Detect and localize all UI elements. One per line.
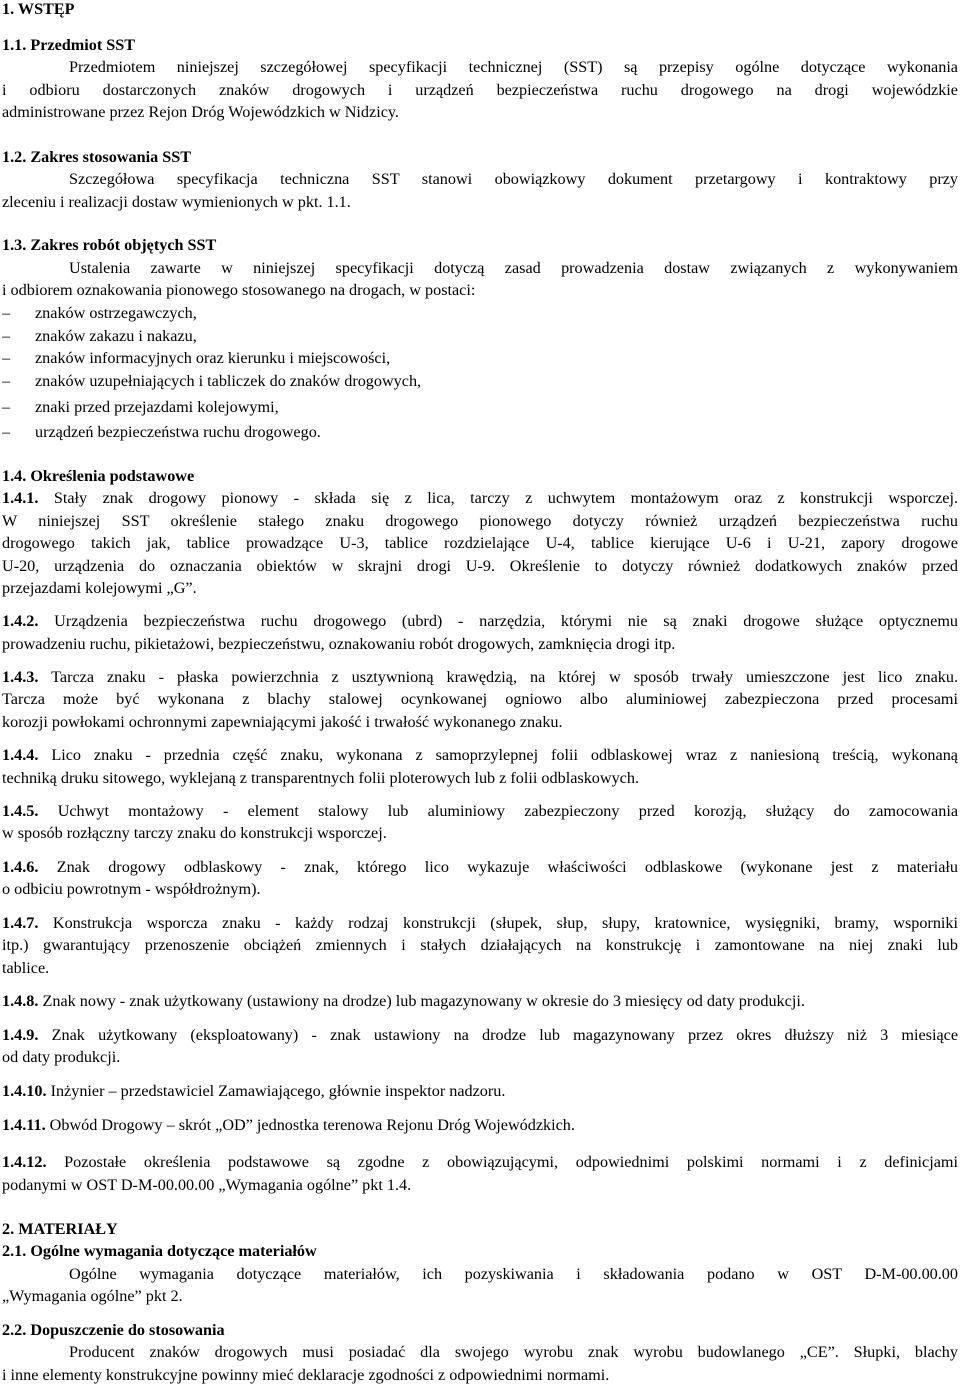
paragraph-line: i odbioru dostarczonych znaków drogowych i urządzeń bezpieczeństwa ruchu drogowego na drogi wojewódzkie — [2, 81, 958, 99]
paragraph-line: Przedmiotem niniejszej szczegółowej specyfikacji technicznej (SST) są przepisy ogólne dotyczące wykonania — [69, 58, 958, 76]
definition-line: 1.4.7. Konstrukcja wsporcza znaku - każdy rodzaj konstrukcji (słupek, słup, słupy, kratownice, wysięgniki, bramy, wsporniki — [2, 914, 959, 932]
subsection-heading: 1.2. Zakres stosowania SST — [2, 148, 192, 166]
paragraph-line: zleceniu i realizacji dostaw wymienionych w pkt. 1.1. — [2, 193, 351, 211]
dash-bullet: – — [2, 349, 11, 367]
definition-line: drogowego takich jak, tablice prowadzące U-3, tablice rozdzielające U-4, tablice kierujące U-6 i U-21, zapory drogowe — [2, 534, 958, 552]
definition-number: 1.4.1. — [2, 489, 39, 507]
definition-line: 1.4.4. Lico znaku - przednia część znaku, wykonana z samoprzylepnej folii odblaskowej wraz z naniesioną treścią, wykonaną — [2, 746, 958, 764]
list-item: – znaki przed przejazdami kolejowymi, — [2, 398, 279, 416]
subsection-heading: 2.2. Dopuszczenie do stosowania — [2, 1321, 225, 1339]
dash-bullet: – — [2, 327, 11, 345]
definition-line: o odbiciu powrotnym - współdrożnym). — [2, 880, 261, 898]
paragraph-line: Ogólne wymagania dotyczące materiałów, ich pozyskiwania i składowania podano w OST D-M-00.00.00 — [69, 1265, 958, 1283]
subsection-heading: 1.4. Określenia podstawowe — [2, 467, 195, 485]
paragraph-line: i inne elementy konstrukcyjne powinny mieć deklaracje zgodności z odpowiednimi normami. — [2, 1366, 610, 1384]
list-item: – znaków ostrzegawczych, — [2, 304, 197, 322]
definition-number: 1.4.5. — [2, 802, 39, 820]
definition-number: 1.4.12. — [2, 1153, 47, 1171]
paragraph-line: administrowane przez Rejon Dróg Wojewódzkich w Nidzicy. — [2, 103, 399, 121]
paragraph-line: Ustalenia zawarte w niniejszej specyfikacji dotyczą zasad prowadzenia dostaw związanych z wykonywaniem — [69, 259, 958, 277]
definition-line: 1.4.8. Znak nowy - znak użytkowany (ustawiony na drodze) lub magazynowany w okresie do 3 miesięcy od daty produkcji. — [2, 992, 805, 1010]
subsection-heading: 2.1. Ogólne wymagania dotyczące materiałów — [2, 1242, 317, 1260]
list-item: – znaków informacyjnych oraz kierunku i miejscowości, — [2, 349, 391, 367]
subsection-heading: 1.3. Zakres robót objętych SST — [2, 236, 217, 254]
definition-line: tablice. — [2, 959, 50, 977]
definition-line: 1.4.1. Stały znak drogowy pionowy - składa się z lica, tarczy z uchwytem montażowym oraz z konstrukcji wsporczej. — [2, 489, 958, 507]
definition-number: 1.4.4. — [2, 746, 39, 764]
subsection-heading: 1.1. Przedmiot SST — [2, 36, 136, 54]
list-item: – znaków zakazu i nakazu, — [2, 327, 197, 345]
paragraph-line: Szczegółowa specyfikacja techniczna SST stanowi obowiązkowy dokument przetargowy i kontraktowy przy — [69, 170, 958, 188]
section-heading: 2. MATERIAŁY — [2, 1220, 118, 1238]
definition-line: od daty produkcji. — [2, 1048, 121, 1066]
definition-line: 1.4.2. Urządzenia bezpieczeństwa ruchu drogowego (ubrd) - narzędzia, którymi nie są znaki drogowe służące optycznemu — [2, 612, 958, 630]
definition-line: 1.4.6. Znak drogowy odblaskowy - znak, którego lico wykazuje właściwości odblaskowe (wykonane jest z materiału — [2, 858, 959, 876]
paragraph-line: Producent znaków drogowych musi posiadać dla swojego wyrobu znak wyrobu budowlanego „CE”. Słupki, blachy — [69, 1343, 958, 1361]
dash-bullet: – — [2, 304, 11, 322]
definition-line: Tarcza może być wykonana z blachy stalowej ocynkowanej ogniowo albo aluminiowej zabezpieczona przed procesami — [2, 690, 958, 708]
definition-line: itp.) gwarantujący przenoszenie obciążeń zmiennych i stałych działających na konstrukcję i zamontowane na niej znaki lub — [2, 936, 958, 954]
definition-line: 1.4.12. Pozostałe określenia podstawowe są zgodne z obowiązującymi, odpowiednimi polskimi normami i z definicjami — [2, 1153, 958, 1171]
definition-number: 1.4.7. — [2, 914, 39, 932]
list-item: – znaków uzupełniających i tabliczek do znaków drogowych, — [2, 372, 422, 390]
definition-line: 1.4.5. Uchwyt montażowy - element stalowy lub aluminiowy zabezpieczony przed korozją, służący do zamocowania — [2, 802, 959, 820]
definition-line: 1.4.3. Tarcza znaku - płaska powierzchnia z usztywnioną krawędzią, na której w sposób trwały umieszczone jest lico znaku. — [2, 668, 958, 686]
definition-number: 1.4.6. — [2, 858, 39, 876]
list-item: – urządzeń bezpieczeństwa ruchu drogowego. — [2, 423, 321, 441]
definition-line: 1.4.10. Inżynier – przedstawiciel Zamawiającego, głównie inspektor nadzoru. — [2, 1082, 506, 1100]
definition-line: U-20, urządzenia do oznaczania obiektów w skrajni drogi U-9. Określenie to dotyczy również dodatkowych znaków przed — [2, 557, 958, 575]
definition-line: W niniejszej SST określenie stałego znaku drogowego pionowego dotyczy również urządzeń bezpieczeństwa ruchu — [2, 512, 958, 530]
definition-line: przejazdami kolejowymi „G”. — [2, 579, 197, 597]
definition-line: 1.4.9. Znak użytkowany (eksploatowany) - znak ustawiony na drodze lub magazynowany przez okres dłuższy niż 3 miesiące — [2, 1026, 958, 1044]
definition-line: w sposób rozłączny tarczy znaku do konstrukcji wsporczej. — [2, 824, 387, 842]
dash-bullet: – — [2, 398, 11, 416]
definition-number: 1.4.11. — [2, 1116, 46, 1134]
paragraph-line: „Wymagania ogólne” pkt 2. — [2, 1287, 183, 1305]
definition-number: 1.4.9. — [2, 1026, 39, 1044]
definition-line: korozji powłokami ochronnymi zapewniającymi jakość i trwałość wykonanego znaku. — [2, 713, 563, 731]
definition-line: podanymi w OST D-M-00.00.00 „Wymagania ogólne” pkt 1.4. — [2, 1176, 412, 1194]
definition-number: 1.4.8. — [2, 992, 39, 1010]
dash-bullet: – — [2, 423, 11, 441]
dash-bullet: – — [2, 372, 11, 390]
definition-number: 1.4.2. — [2, 612, 39, 630]
definition-line: techniką druku sitowego, wyklejaną z transparentnych folii ploterowych lub z folii odblaskowych. — [2, 769, 639, 787]
definition-line: 1.4.11. Obwód Drogowy – skrót „OD” jednostka terenowa Rejonu Dróg Wojewódzkich. — [2, 1116, 575, 1134]
definition-number: 1.4.3. — [2, 668, 39, 686]
section-heading: 1. WSTĘP — [2, 0, 75, 18]
paragraph-line: i odbiorem oznakowania pionowego stosowanego na drogach, w postaci: — [2, 281, 476, 299]
definition-number: 1.4.10. — [2, 1082, 47, 1100]
definition-line: prowadzeniu ruchu, pikietażowi, bezpieczeństwu, oznakowaniu robót drogowych, zamknięcia drogi itp. — [2, 635, 676, 653]
